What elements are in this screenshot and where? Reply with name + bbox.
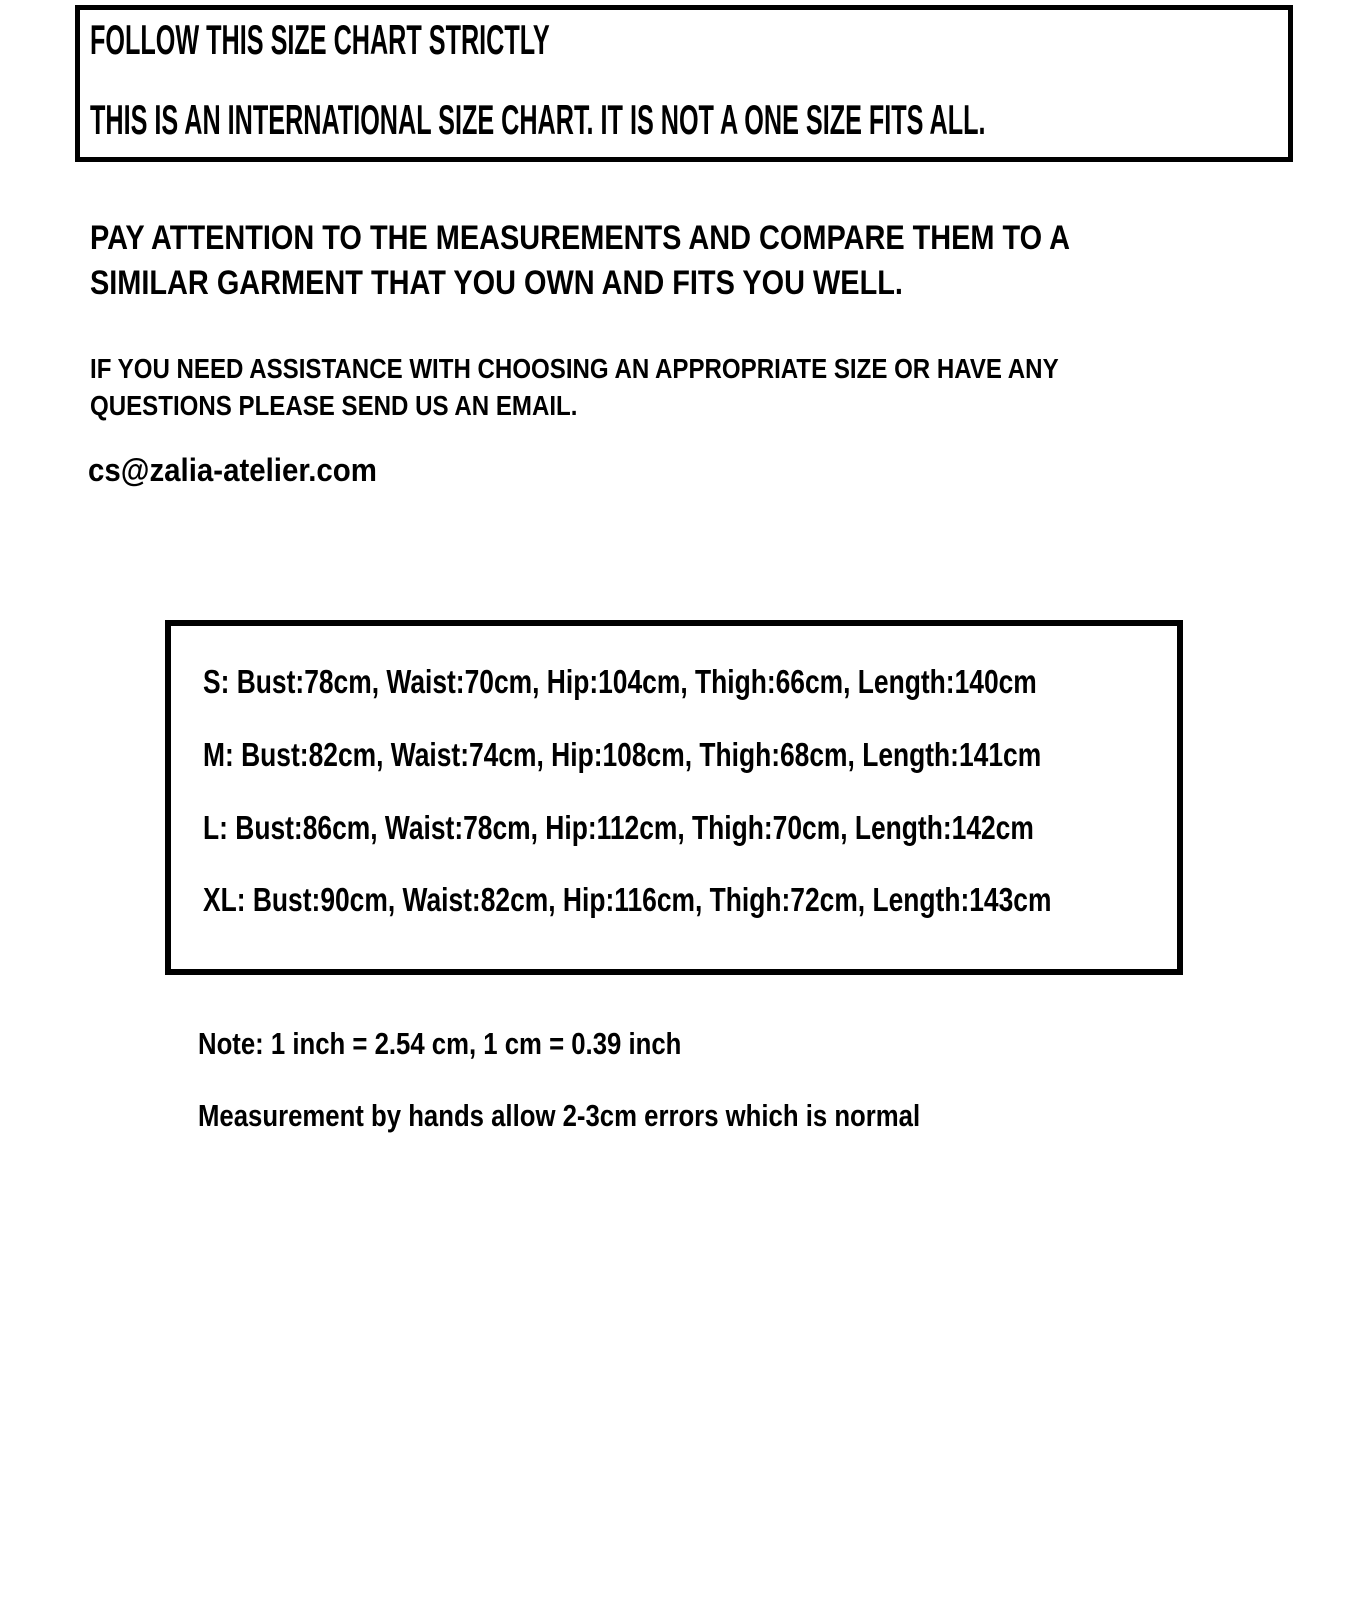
footnote-unit-conversion-text: Note: 1 inch = 2.54 cm, 1 cm = 0.39 inch xyxy=(198,1026,682,1061)
warning-line-2 xyxy=(90,96,1360,144)
attention-note-line-2-text: SIMILAR GARMENT THAT YOU OWN AND FITS YOU WELL. xyxy=(90,264,903,302)
warning-line-1-text: FOLLOW THIS SIZE CHART STRICTLY xyxy=(90,16,550,63)
attention-note-line-1 xyxy=(90,216,1243,261)
size-row-m-text: M: Bust:82cm, Waist:74cm, Hip:108cm, Thigh:68cm, Length:141cm xyxy=(203,736,1042,773)
assistance-note-line-1 xyxy=(90,350,1216,387)
assistance-note-line-2 xyxy=(90,387,1216,424)
contact-email xyxy=(88,452,402,488)
assistance-note-line-1-text: IF YOU NEED ASSISTANCE WITH CHOOSING AN APPROPRIATE SIZE OR HAVE ANY xyxy=(90,353,1059,384)
assistance-note xyxy=(90,350,1216,424)
size-row-l-text: L: Bust:86cm, Waist:78cm, Hip:112cm, Thigh:70cm, Length:142cm xyxy=(203,809,1034,846)
assistance-note-line-2-text: QUESTIONS PLEASE SEND US AN EMAIL. xyxy=(90,390,578,421)
attention-note xyxy=(90,216,1243,306)
footnote-unit-conversion xyxy=(198,1026,780,1062)
warning-line-1 xyxy=(90,16,856,64)
size-row-l xyxy=(203,808,1242,848)
size-row-m xyxy=(203,735,1251,775)
size-chart-box xyxy=(165,620,1183,975)
attention-note-line-2 xyxy=(90,261,1243,306)
warning-box xyxy=(75,5,1293,162)
attention-note-line-1-text: PAY ATTENTION TO THE MEASUREMENTS AND COMPARE THEM TO A xyxy=(90,219,1070,257)
size-row-s-text: S: Bust:78cm, Waist:70cm, Hip:104cm, Thigh:66cm, Length:140cm xyxy=(203,663,1037,700)
footnote-measurement-tolerance xyxy=(198,1098,1068,1134)
warning-line-2-text: THIS IS AN INTERNATIONAL SIZE CHART. IT IS NOT A ONE SIZE FITS ALL. xyxy=(90,96,986,143)
size-row-xl xyxy=(203,880,1264,920)
footnote-measurement-tolerance-text: Measurement by hands allow 2-3cm errors which is normal xyxy=(198,1098,921,1133)
contact-email-text: cs@zalia-atelier.com xyxy=(88,452,377,488)
size-row-xl-text: XL: Bust:90cm, Waist:82cm, Hip:116cm, Thigh:72cm, Length:143cm xyxy=(203,881,1052,918)
size-row-s xyxy=(203,662,1245,702)
